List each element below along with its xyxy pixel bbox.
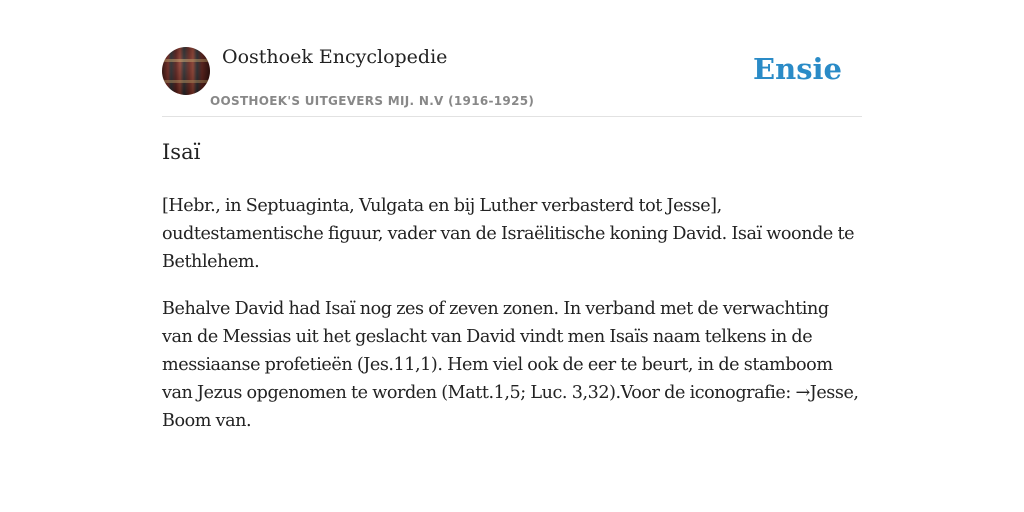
article-paragraph (162, 295, 862, 435)
site-title[interactable]: Oosthoek Encyclopedie (222, 46, 448, 68)
site-header (162, 0, 862, 117)
page-container (162, 0, 862, 431)
article-body (162, 192, 862, 454)
paragraph-text: Behalve David had Isaï nog zes of zeven zonen. In verband met de verwachting van de Messias uit het geslacht van David vindt men Isaïs naam telkens in de messiaanse profetieën (Jes.11,1). Hem viel ook de eer te beurt, in de stamboom van Jezus opgenomen te worden (Matt.1,5; Luc. 3,32).Voor de iconografie: (162, 299, 833, 403)
article-title: Isaï (162, 140, 201, 164)
cross-reference-link[interactable]: →Jesse, Boom van. (162, 383, 859, 431)
article-paragraph: [Hebr., in Septuaginta, Vulgata en bij Luther verbasterd tot Jesse], oudtestamentische figuur, vader van de Israëlitische koning David. Isaï woonde te Bethlehem. (162, 196, 855, 272)
ensie-logo-link[interactable]: Ensie (753, 52, 842, 86)
publisher-subtitle: OOSTHOEK'S UITGEVERS MIJ. N.V (1916-1925) (210, 94, 535, 108)
avatar-shade (162, 47, 210, 95)
books-avatar-icon[interactable] (162, 47, 210, 95)
